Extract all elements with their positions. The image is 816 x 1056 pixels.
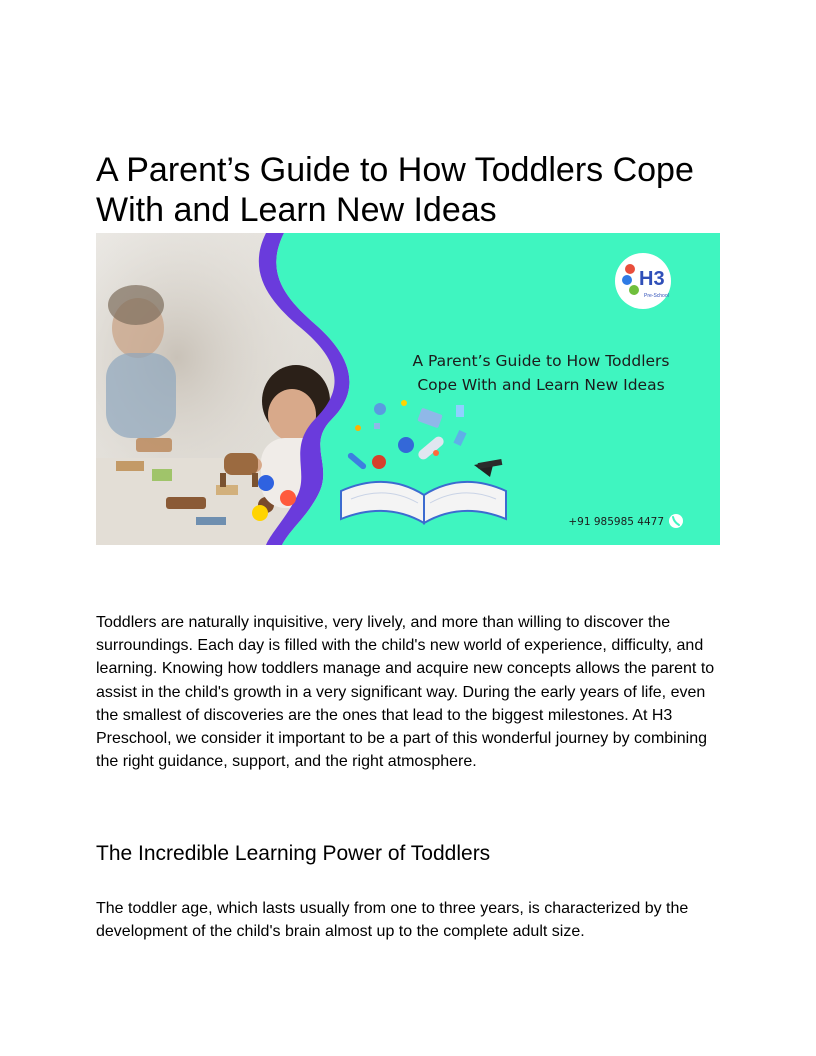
phone-icon — [669, 514, 683, 528]
banner-phone-number: +91 985985 4477 — [568, 516, 664, 528]
banner-headline-line2: Cope With and Learn New Ideas — [417, 376, 665, 394]
section-paragraph: The toddler age, which lasts usually from one to three years, is characterized by the development of the child's brain almost up to the complete adult size. — [96, 900, 689, 941]
intro-paragraph: Toddlers are naturally inquisitive, very lively, and more than willing to discover the surroundings. Each day is filled with the child's new world of experience, difficulty, and learning. Knowing how toddlers manage and acquire new concepts allows the parent to assist in the child's growth in a very significant way. During the early years of life, even the smallest of discoveries are the ones that lead to the biggest milestones. At H3 Preschool, we consider it important to be a part of this wonderful journey by combining the right guidance, support, and the right atmosphere. — [96, 614, 715, 771]
banner-image — [96, 233, 720, 545]
logo-text: H3 — [639, 268, 665, 290]
h3-preschool-logo — [615, 253, 671, 309]
logo-subtext: Pre-School — [644, 293, 669, 299]
banner-headline-line1: A Parent’s Guide to How Toddlers — [412, 352, 670, 370]
section-heading: The Incredible Learning Power of Toddlers — [96, 842, 491, 865]
page-title: A Parent’s Guide to How Toddlers Cope With and Learn New Ideas — [96, 151, 694, 229]
